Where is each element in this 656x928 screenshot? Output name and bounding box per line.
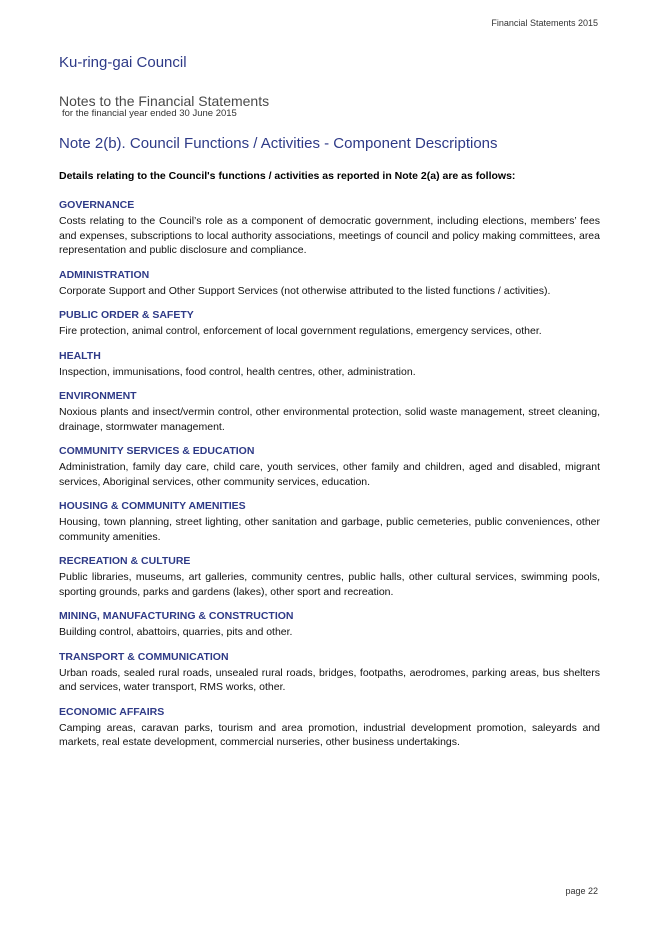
section-community-services-education: [59, 445, 600, 489]
section-public-order-safety: [59, 309, 600, 339]
section-health: [59, 350, 600, 380]
section-title: ENVIRONMENT: [59, 390, 137, 402]
notes-title: Notes to the Financial Statements: [59, 93, 270, 109]
page-number: page 22: [565, 886, 598, 896]
section-body: Administration, family day care, child care, youth services, other family and children, aged and disabled, migrant services, Aboriginal services, other community services, education.: [59, 461, 600, 488]
section-title: PUBLIC ORDER & SAFETY: [59, 309, 194, 321]
intro-text: Details relating to the Council's functions / activities as reported in Note 2(a) are as follows:: [59, 170, 516, 182]
section-title: TRANSPORT & COMMUNICATION: [59, 650, 229, 663]
section-recreation-culture: [59, 555, 600, 599]
section-title: GOVERNANCE: [59, 199, 135, 211]
section-body: Camping areas, caravan parks, tourism and area promotion, industrial development promotion, saleyards and markets, real estate development, commercial nurseries, other business undertakings.: [59, 721, 600, 748]
section-body: Costs relating to the Council’s role as a component of democratic government, including elections, members’ fees and expenses, subscriptions to local authority associations, meetings of council and policy making committees, area representation and public disclosure and compliance.: [59, 215, 600, 256]
section-body: Urban roads, sealed rural roads, unsealed rural roads, bridges, footpaths, aerodromes, parking areas, bus shelters and services, water transport, RMS works, other.: [59, 666, 600, 693]
section-body: Fire protection, animal control, enforcement of local government regulations, emergency services, other.: [59, 325, 542, 337]
section-title: COMMUNITY SERVICES & EDUCATION: [59, 445, 255, 457]
section-body: Inspection, immunisations, food control, health centres, other, administration.: [59, 365, 416, 378]
section-administration: [59, 269, 600, 299]
section-body: Noxious plants and insect/vermin control, other environmental protection, solid waste management, street cleaning, drainage, stormwater management.: [59, 406, 600, 433]
section-governance: [59, 199, 600, 258]
section-transport-communication: [59, 651, 600, 695]
section-environment: [59, 390, 600, 434]
function-descriptions: [59, 199, 600, 761]
section-body: Public libraries, museums, art galleries, community centres, public halls, other cultural services, swimming pools, sporting grounds, parks and gardens (lakes), other sport and recreation.: [59, 571, 600, 598]
section-title: HOUSING & COMMUNITY AMENITIES: [59, 500, 246, 512]
section-title: ADMINISTRATION: [59, 268, 150, 281]
section-title: HEALTH: [59, 349, 101, 362]
organisation-name: Ku-ring-gai Council: [59, 54, 187, 71]
note-heading: Note 2(b). Council Functions / Activities - Component Descriptions: [59, 135, 498, 152]
section-body: Housing, town planning, street lighting, other sanitation and garbage, public cemeteries, public conveniences, other community amenities.: [59, 516, 600, 543]
section-economic-affairs: [59, 706, 600, 750]
section-housing-community-amenities: [59, 500, 600, 544]
section-body: Building control, abattoirs, quarries, pits and other.: [59, 626, 293, 638]
section-body: Corporate Support and Other Support Services (not otherwise attributed to the listed functions / activities).: [59, 284, 551, 297]
section-title: RECREATION & CULTURE: [59, 555, 191, 567]
notes-subtitle: for the financial year ended 30 June 2015: [62, 108, 237, 119]
section-title: MINING, MANUFACTURING & CONSTRUCTION: [59, 610, 294, 622]
section-title: ECONOMIC AFFAIRS: [59, 705, 165, 718]
section-mining-manufacturing-construction: [59, 610, 600, 640]
document-header-title: Financial Statements 2015: [491, 18, 598, 28]
